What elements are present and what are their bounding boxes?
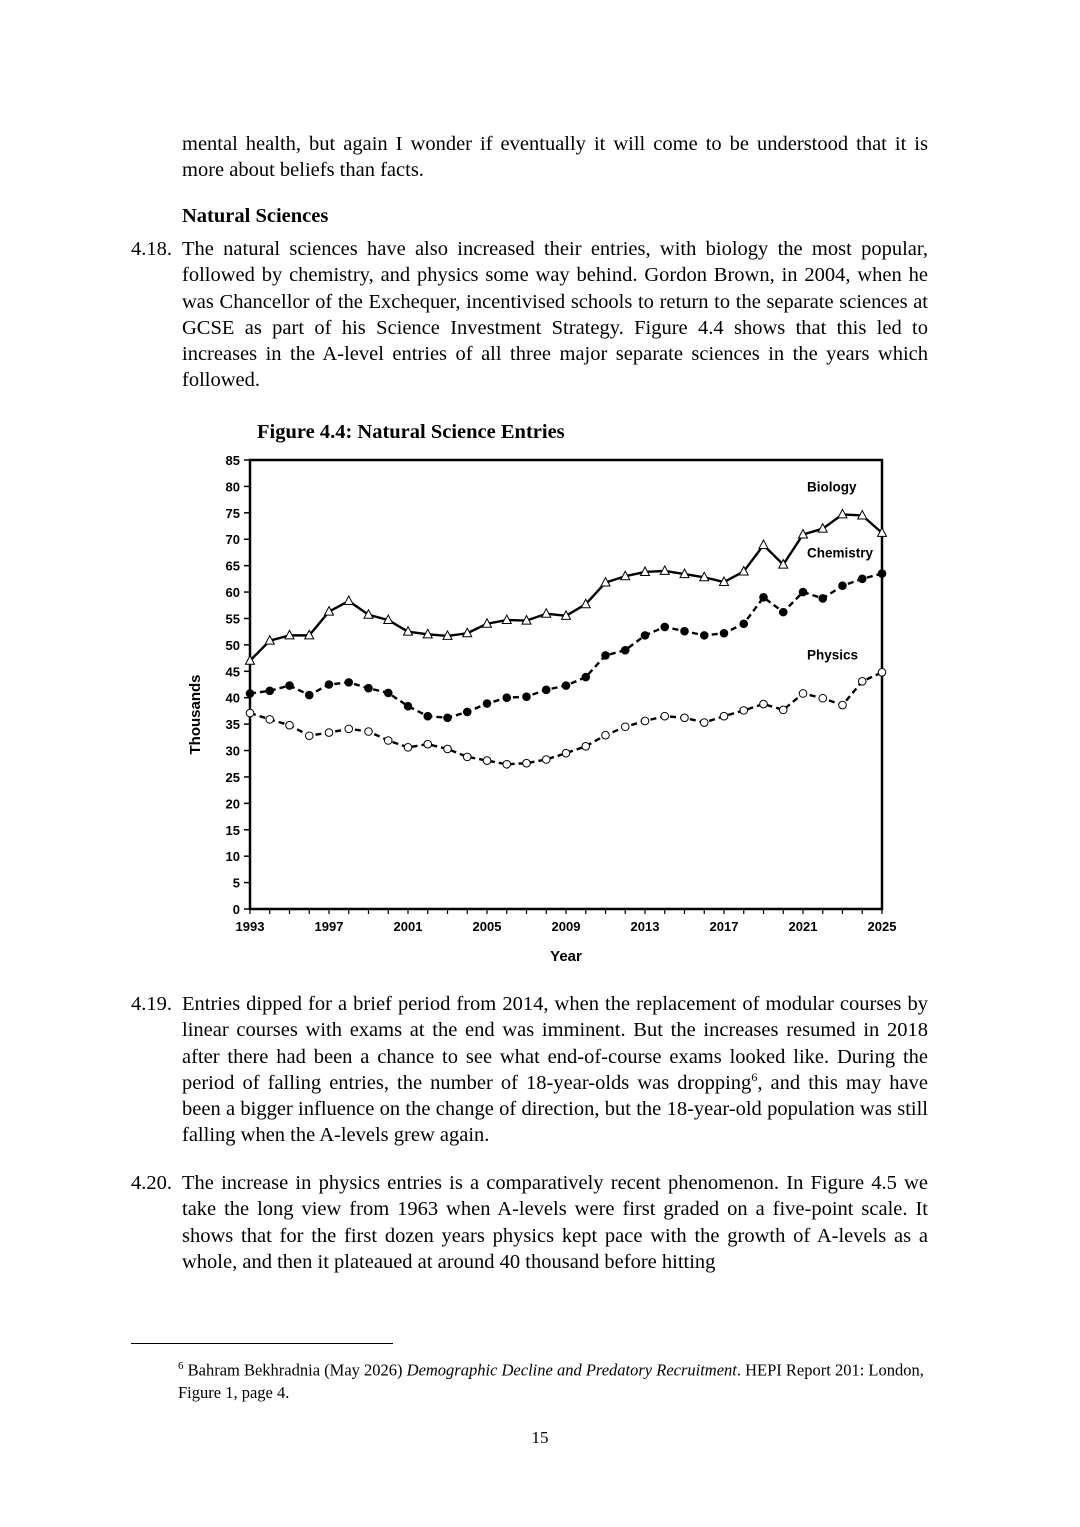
paragraph-number: 4.19. — [131, 993, 172, 1015]
x-tick-label: 2001 — [393, 919, 423, 934]
data-point-physics — [858, 678, 866, 686]
y-tick-label: 10 — [225, 849, 240, 865]
data-point-chemistry — [286, 682, 294, 690]
data-point-physics — [444, 745, 452, 753]
paragraph-4-20: The increase in physics entries is a comparatively recent phenomenon. In Figure 4.5 we take the long view from 1963 when A-levels were first graded on a five-point scale. It shows that for the first dozen years physics kept pace with the growth of A-levels as a whole, and then it plateaued at around 40 thousand before hitting — [182, 1172, 928, 1273]
intro-paragraph: mental health, but again I wonder if eventually it will come to be understood that it is more about beliefs than facts. — [182, 133, 928, 182]
data-point-chemistry — [463, 708, 471, 716]
data-point-physics — [286, 721, 294, 729]
paragraph-text: Entries dipped for a brief period from 2014, when the replacement of modular courses by linear courses with exams at the end was imminent. But the increases resumed in 2018 after there had been a chance to see what end-of-course exams looked like. During the period of falling entries, the number of 18-year-olds was dropping — [182, 993, 928, 1094]
data-point-chemistry — [562, 682, 570, 690]
y-tick-label: 20 — [225, 796, 240, 812]
data-point-biology — [344, 596, 353, 605]
y-tick-label: 75 — [225, 505, 240, 521]
footnote-marker: 6 — [178, 1360, 184, 1372]
data-point-chemistry — [681, 627, 689, 635]
data-point-chemistry — [760, 594, 768, 602]
data-point-chemistry — [700, 632, 708, 640]
y-tick-label: 55 — [225, 611, 240, 627]
data-point-physics — [503, 760, 511, 768]
footnote-author: Bahram Bekhradnia (May 2026) — [187, 1360, 407, 1380]
paragraph-number: 4.18. — [131, 238, 172, 260]
data-point-physics — [839, 701, 847, 709]
data-point-chemistry — [819, 595, 827, 603]
x-tick-label: 2005 — [472, 919, 502, 934]
footnote — [178, 1355, 938, 1404]
data-point-chemistry — [266, 687, 274, 695]
series-line-chemistry — [250, 574, 882, 718]
footnote-title: Demographic Decline and Predatory Recruitment — [406, 1360, 737, 1380]
data-point-chemistry — [384, 689, 392, 697]
paragraph-text: , and this may have been a bigger influence on the change of direction, but the 18-year-old population was still falling when the A-levels grew again. — [182, 1071, 928, 1147]
paragraph-number: 4.20. — [131, 1172, 172, 1194]
data-point-physics — [878, 669, 886, 677]
x-tick-label: 1997 — [314, 919, 344, 934]
data-point-chemistry — [523, 693, 531, 701]
data-point-chemistry — [503, 694, 511, 702]
data-point-chemistry — [483, 700, 491, 708]
data-point-chemistry — [839, 582, 847, 590]
data-point-chemistry — [424, 712, 432, 720]
footnote-details: . HEPI Report 201: London, Figure 1, page 4. — [178, 1360, 924, 1402]
y-tick-label: 60 — [225, 585, 240, 601]
figure-title: Figure 4.4: Natural Science Entries — [257, 421, 565, 443]
data-point-physics — [246, 709, 254, 717]
x-tick-label: 2025 — [867, 919, 897, 934]
data-point-physics — [463, 753, 471, 761]
y-tick-label: 65 — [225, 558, 240, 574]
y-tick-label: 85 — [225, 453, 240, 468]
y-tick-label: 45 — [225, 664, 240, 680]
data-point-chemistry — [404, 702, 412, 710]
data-point-chemistry — [720, 629, 728, 637]
y-axis-label: Thousands — [187, 674, 204, 755]
data-point-chemistry — [779, 608, 787, 616]
data-point-physics — [384, 737, 392, 745]
data-point-physics — [720, 712, 728, 720]
data-point-physics — [345, 725, 353, 733]
y-tick-label: 0 — [232, 902, 240, 917]
data-point-physics — [740, 707, 748, 715]
series-label-chemistry: Chemistry — [807, 545, 874, 561]
data-point-physics — [799, 690, 807, 698]
y-tick-label: 30 — [225, 743, 240, 759]
data-point-physics — [404, 744, 412, 752]
natural-science-chart — [180, 450, 910, 970]
y-tick-label: 70 — [225, 532, 240, 548]
data-point-physics — [760, 700, 768, 708]
data-point-chemistry — [345, 679, 353, 687]
data-point-chemistry — [602, 652, 610, 660]
data-point-physics — [779, 706, 787, 714]
data-point-chemistry — [661, 623, 669, 631]
page-number: 15 — [531, 1428, 549, 1447]
data-point-physics — [542, 756, 550, 764]
data-point-physics — [424, 740, 432, 748]
x-tick-label: 1993 — [235, 919, 265, 934]
data-point-physics — [661, 712, 669, 720]
paragraph-4-19 — [182, 991, 928, 1149]
data-point-physics — [562, 749, 570, 757]
y-tick-label: 40 — [225, 690, 240, 706]
y-tick-label: 25 — [225, 769, 240, 785]
data-point-physics — [483, 757, 491, 765]
data-point-chemistry — [444, 714, 452, 722]
series-line-biology — [250, 514, 882, 660]
data-point-physics — [641, 717, 649, 725]
data-point-chemistry — [621, 646, 629, 654]
x-tick-label: 2009 — [551, 919, 581, 934]
data-point-physics — [700, 719, 708, 727]
y-tick-label: 80 — [225, 479, 240, 495]
data-point-physics — [266, 716, 274, 724]
data-point-physics — [602, 731, 610, 739]
x-axis-label: Year — [550, 948, 582, 965]
series-label-biology: Biology — [807, 479, 857, 495]
data-point-physics — [305, 732, 313, 740]
footnote-divider — [131, 1343, 393, 1344]
section-heading: Natural Sciences — [182, 205, 329, 227]
footnote-reference[interactable]: 6 — [751, 1070, 758, 1085]
data-point-chemistry — [799, 588, 807, 596]
data-point-physics — [681, 714, 689, 722]
data-point-chemistry — [740, 620, 748, 628]
data-point-chemistry — [582, 673, 590, 681]
data-point-physics — [621, 723, 629, 731]
data-point-physics — [325, 729, 333, 737]
data-point-chemistry — [542, 686, 550, 694]
data-point-chemistry — [246, 690, 254, 698]
data-point-chemistry — [305, 691, 313, 699]
data-point-physics — [819, 694, 827, 702]
y-tick-label: 50 — [225, 637, 240, 653]
series-label-physics: Physics — [807, 647, 859, 663]
paragraph-4-18: The natural sciences have also increased their entries, with biology the most popular, followed by chemistry, and physics some way behind. Gordon Brown, in 2004, when he was Chancellor of the Exchequer, incentivised schools to return to the separate sciences at GCSE as part of his Science Investment Strategy. Figure 4.4 shows that this led to increases in the A-level entries of all three major separate sciences in the years which followed. — [182, 238, 928, 392]
data-point-biology — [759, 540, 768, 549]
y-tick-label: 15 — [225, 822, 240, 838]
data-point-physics — [523, 759, 531, 767]
data-point-chemistry — [641, 632, 649, 640]
data-point-chemistry — [365, 684, 373, 692]
x-tick-label: 2021 — [788, 919, 818, 934]
y-tick-label: 35 — [225, 717, 240, 733]
data-point-chemistry — [325, 681, 333, 689]
x-tick-label: 2017 — [709, 919, 739, 934]
x-tick-label: 2013 — [630, 919, 660, 934]
data-point-chemistry — [858, 575, 866, 583]
y-tick-label: 5 — [232, 875, 240, 891]
data-point-physics — [582, 743, 590, 751]
data-point-chemistry — [878, 570, 886, 578]
data-point-physics — [365, 728, 373, 736]
